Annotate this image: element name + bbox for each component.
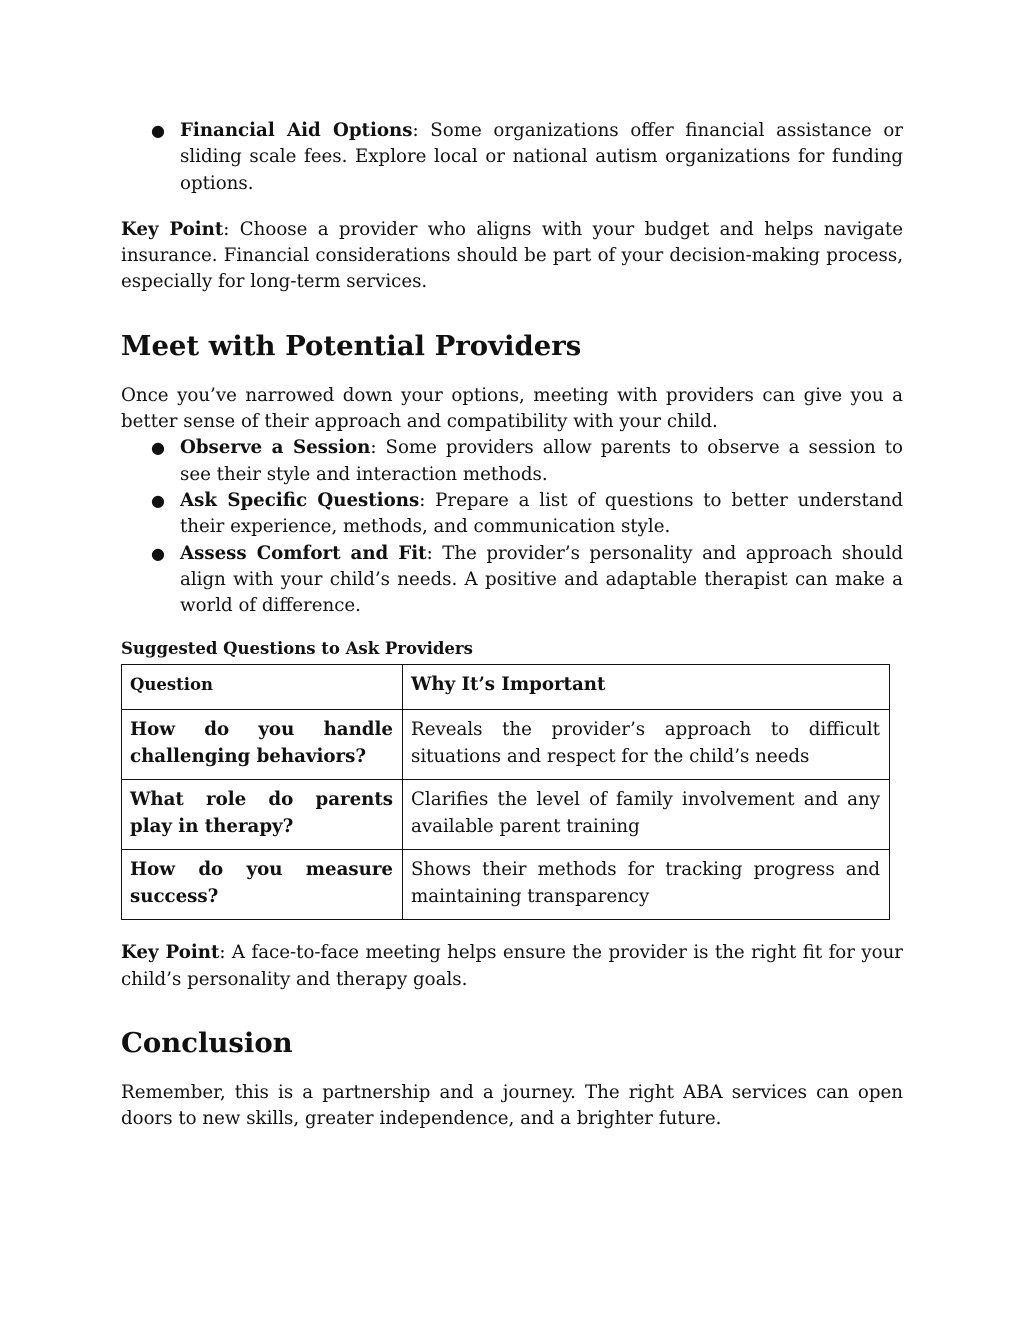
section-intro: Once you’ve narrowed down your options, meeting with providers can give you a better sense of their approach and compatibility with your child. xyxy=(121,384,903,433)
list-item-label: Financial Aid Options xyxy=(180,120,413,141)
table-title: Suggested Questions to Ask Providers xyxy=(121,639,473,659)
key-point-text: : A face-to-face meeting helps ensure the provider is the right fit for your child’s personality and therapy goals. xyxy=(121,942,903,990)
column-header-why xyxy=(403,665,890,710)
question-cell: What role do parents play in therapy? xyxy=(122,780,403,850)
why-cell: Clarifies the level of family involvement and any available parent training xyxy=(403,780,890,850)
table-row xyxy=(122,780,890,850)
list-item-financial-aid xyxy=(121,118,903,197)
bullet-icon: ● xyxy=(151,490,165,510)
questions-table xyxy=(121,664,890,920)
list-item-observe-session xyxy=(121,435,903,488)
bullet-icon: ● xyxy=(151,121,165,140)
section-heading-meet-providers: Meet with Potential Providers xyxy=(121,329,582,362)
meet-providers-list xyxy=(121,435,903,619)
bullet-icon: ● xyxy=(151,543,165,563)
question-cell: How do you handle challenging behaviors? xyxy=(122,710,403,780)
list-item-comfort-fit xyxy=(121,541,903,620)
document-page xyxy=(121,118,903,1133)
column-header-question: Question xyxy=(122,665,403,710)
question-cell: How do you measure success? xyxy=(122,850,403,920)
financial-list xyxy=(121,118,903,197)
conclusion-text: Remember, this is a partnership and a journey. The right ABA services can open doors to new skills, greater independence, and a brighter future. xyxy=(121,1082,903,1130)
list-item-text: : Some providers allow parents to observe a session to see their style and interaction methods. xyxy=(180,437,903,485)
key-point-text: : Choose a provider who aligns with your budget and helps navigate insurance. Financial considerations should be part of your decision-making process, especially for long-term services. xyxy=(121,218,903,293)
section-heading-conclusion: Conclusion xyxy=(121,1027,293,1060)
table-row xyxy=(122,710,890,780)
key-point-label: Key Point xyxy=(121,942,220,964)
list-item-label: Ask Specific Questions xyxy=(180,489,420,511)
bullet-icon: ● xyxy=(151,438,165,458)
key-point-paragraph xyxy=(121,940,903,993)
table-row xyxy=(122,850,890,920)
list-item-ask-questions xyxy=(121,488,903,541)
list-item-text: : The provider’s personality and approach should align with your child’s needs. A positive and adaptable therapist can make a world of difference. xyxy=(180,542,903,617)
list-item-text: : Prepare a list of questions to better understand their experience, methods, and communication style. xyxy=(180,489,903,538)
column-header-why-label: Why It’s Important xyxy=(411,674,606,696)
key-point-label: Key Point xyxy=(121,218,224,240)
why-cell: Reveals the provider’s approach to difficult situations and respect for the child’s needs xyxy=(403,710,890,780)
list-item-label: Assess Comfort and Fit xyxy=(180,542,427,564)
list-item-text: : Some organizations offer financial assistance or sliding scale fees. Explore local or national autism organizations for funding options. xyxy=(180,120,903,194)
key-point-paragraph xyxy=(121,217,903,296)
why-cell: Shows their methods for tracking progress and maintaining transparency xyxy=(403,850,890,920)
table-header-row xyxy=(122,665,890,710)
list-item-label: Observe a Session xyxy=(180,437,371,459)
